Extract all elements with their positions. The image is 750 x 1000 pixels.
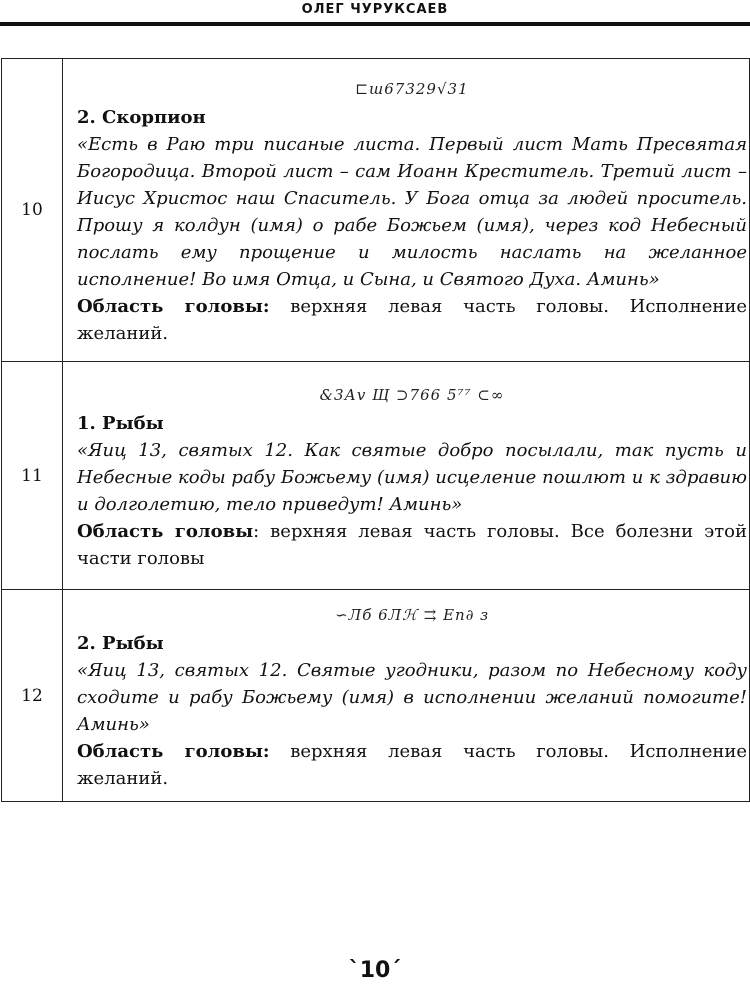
head-area-note — [77, 518, 747, 572]
row-number: 11 — [2, 362, 63, 590]
sigil-code: ⊏ш67329√31 — [355, 79, 469, 98]
spell-table — [1, 58, 750, 802]
prayer-text: «Яиц 13, святых 12. Как святые добро посылали, так пусть и Небесные коды рабу Божьему (имя) исцеление пошлют и к здравию и долголетию, тело приведут! Аминь» — [77, 439, 747, 515]
page-number: `10´ — [348, 958, 402, 983]
area-label: Область головы — [77, 520, 254, 542]
head-area-note — [77, 738, 747, 792]
spell-title: 2. Рыбы — [77, 632, 164, 654]
table-row — [2, 590, 750, 802]
spell-title: 1. Рыбы — [77, 412, 164, 434]
sigil-code: &3Аv Щ ⊃766 5⁷⁷ ⊂∞ — [319, 385, 505, 404]
row-content — [63, 590, 750, 802]
row-content — [63, 362, 750, 590]
area-text: верхняя левая часть головы. Исполнение желаний. — [77, 740, 747, 789]
row-number: 12 — [2, 590, 63, 802]
area-text: : верхняя левая часть головы. Все болезни этой части головы — [77, 520, 747, 569]
sigil-code: ∽Лб 6Лℋ ⇉ Еп∂ ɜ — [335, 605, 489, 624]
table-row — [2, 362, 750, 590]
area-label: Область головы: — [77, 295, 270, 317]
prayer-text: «Есть в Раю три писаные листа. Первый лист Мать Пресвятая Богородица. Второй лист – сам Иоанн Креститель. Третий лист – Иисус Христос наш Спаситель. У Бога отца за людей проситель. Прошу я колдун (имя) о рабе Божьем (имя), через код Небесный послать ему прощение и милость наслать на желанное исполнение! Во имя Отца, и Сына, и Святого Духа. Аминь» — [77, 133, 747, 290]
running-head: ОЛЕГ ЧУРУКСАЕВ — [301, 2, 449, 17]
area-label: Область головы: — [77, 740, 270, 762]
row-content — [63, 59, 750, 362]
area-text: верхняя левая часть головы. Исполнение желаний. — [77, 295, 747, 344]
table-row — [2, 59, 750, 362]
head-area-note — [77, 293, 747, 347]
spell-title: 2. Скорпион — [77, 106, 206, 128]
row-number: 10 — [2, 59, 63, 362]
prayer-text: «Яиц 13, святых 12. Святые угодники, разом по Небесному коду сходите и рабу Божьему (имя) в исполнении желаний помогите! Аминь» — [77, 659, 747, 735]
header-rule — [0, 22, 750, 26]
